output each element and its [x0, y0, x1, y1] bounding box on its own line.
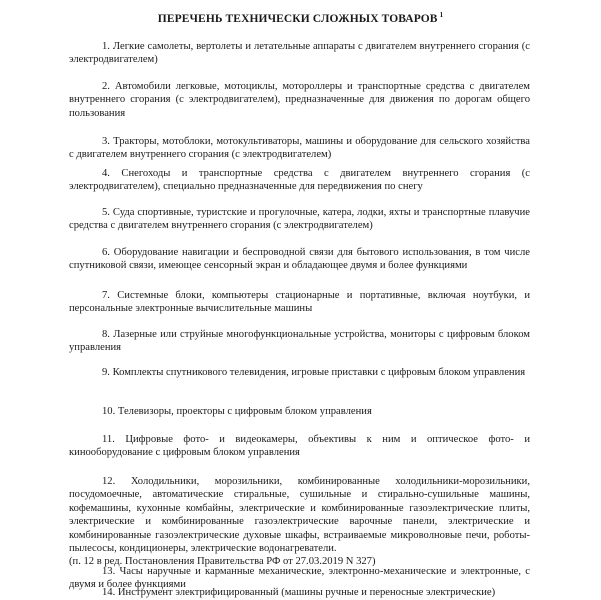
- list-item-text: 1. Легкие самолеты, вертолеты и летательные аппараты с двигателем внутреннего сгорания (с электродвигателем): [69, 41, 530, 66]
- list-item: [69, 40, 530, 67]
- list-item-text: 11. Цифровые фото- и видеокамеры, объективы к ним и оптическое фото- и кинооборудование с цифровым блоком управления: [69, 434, 530, 459]
- list-item-text: 10. Телевизоры, проекторы с цифровым блоком управления: [102, 406, 372, 417]
- list-item-text: 4. Снегоходы и транспортные средства с двигателем внутреннего сгорания (с электродвигателем), специально предназначенные для передвижения по снегу: [69, 168, 530, 193]
- list-item: [69, 328, 530, 355]
- list-item: [69, 433, 530, 460]
- list-item: [69, 135, 530, 162]
- list-item-text: 12. Холодильники, морозильники, комбинированные холодильники-морозильники, посудомоечные, автоматические стиральные, сушильные и стирально-сушильные машины, кофемашины, кухонные комбайны, электрические и комбинированные газоэлектрические плиты, электрические и комбинированные газоэлектрические варочные панели, электрические и комбинированные газоэлектрические духовые шкафы, встраиваемые микроволновые печи, роботы-пылесосы, кондиционеры, электрические водонагреватели.: [69, 476, 530, 555]
- list-item: [69, 289, 530, 316]
- list-item: [69, 405, 530, 418]
- list-item: [69, 366, 530, 379]
- list-item-text: 7. Системные блоки, компьютеры стационарные и портативные, включая ноутбуки, и персональные электронные вычислительные машины: [69, 290, 530, 315]
- list-item-text: 8. Лазерные или струйные многофункциональные устройства, мониторы с цифровым блоком управления: [69, 329, 530, 354]
- list-item-text: 2. Автомобили легковые, мотоциклы, мотороллеры и транспортные средства с двигателем внутреннего сгорания (с электродвигателем), предназначенные для движения по дорогам общего пользования: [69, 81, 530, 119]
- list-item: [69, 475, 530, 569]
- list-item-text: 5. Суда спортивные, туристские и прогулочные, катера, лодки, яхты и транспортные плавучие средства с двигателем внутреннего сгорания (с электродвигателем): [69, 207, 530, 232]
- title-footnote-marker: 1: [439, 11, 444, 19]
- list-item: [69, 246, 530, 273]
- list-item-text: 13. Часы наручные и карманные механические, электронно-механические и электронные, с двумя и более функциями: [69, 566, 530, 591]
- amendment-note: (п. 12 в ред. Постановления Правительства РФ от 27.03.2019 N 327): [69, 556, 376, 568]
- list-item: [69, 167, 530, 194]
- page-title: [0, 11, 601, 25]
- page-title-text: ПЕРЕЧЕНЬ ТЕХНИЧЕСКИ СЛОЖНЫХ ТОВАРОВ: [157, 13, 438, 25]
- list-item-text: 3. Тракторы, мотоблоки, мотокультиваторы, машины и оборудование для сельского хозяйства с двигателем внутреннего сгорания (с электродвигателем): [69, 136, 530, 161]
- list-item: [69, 80, 530, 120]
- list-item-text: 6. Оборудование навигации и беспроводной связи для бытового использования, в том числе спутниковой связи, имеющее сенсорный экран и обладающее двумя и более функциями: [69, 247, 530, 272]
- list-item-text: 9. Комплекты спутникового телевидения, игровые приставки с цифровым блоком управления: [102, 367, 526, 378]
- list-item: [69, 206, 530, 233]
- list-item-text: 14. Инструмент электрифицированный (машины ручные и переносные электрические): [102, 587, 496, 598]
- list-item: [69, 586, 530, 599]
